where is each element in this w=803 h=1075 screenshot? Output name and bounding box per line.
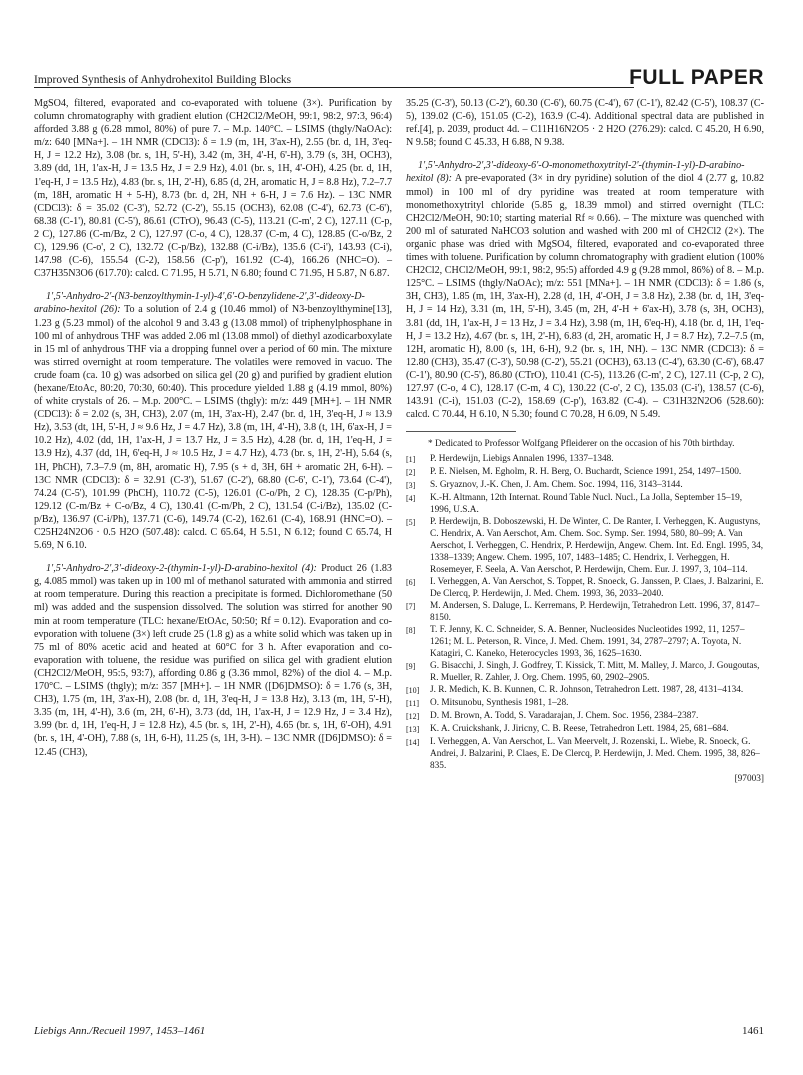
- reference-number: [13]: [406, 725, 420, 735]
- reference-text: K.-H. Altmann, 12th Internat. Round Table Nucl. Nucl., La Jolla, September 15–19, 1996, U.S.A.: [430, 493, 743, 516]
- paragraph: [34, 562, 392, 758]
- reference-item: [406, 697, 764, 710]
- reference-text: G. Bisacchi, J. Singh, J. Godfrey, T. Kissick, T. Mitt, M. Malley, J. Marco, J. Gougoutas, R. Mueller, R. Zahler, J. Org. Chem. 1995, 60, 2902–2905.: [430, 661, 760, 684]
- reference-number: [9]: [406, 662, 416, 672]
- section-label: FULL PAPER: [629, 66, 764, 89]
- reference-number: [3]: [406, 481, 416, 491]
- reference-number: [5]: [406, 518, 416, 528]
- reference-item: [406, 492, 764, 516]
- reference-item: [406, 453, 764, 466]
- reference-text: S. Gryaznov, J.-K. Chen, J. Am. Chem. Soc. 1994, 116, 3143–3144.: [430, 480, 683, 491]
- reference-item: [406, 684, 764, 697]
- paragraph: [34, 290, 392, 552]
- reference-text: O. Mitsunobu, Synthesis 1981, 1–28.: [430, 698, 569, 709]
- reference-number: [1]: [406, 455, 416, 465]
- reference-text: P. E. Nielsen, M. Egholm, R. H. Berg, O. Buchardt, Science 1991, 254, 1497–1500.: [430, 467, 742, 478]
- dedication-footnote: * Dedicated to Professor Wolfgang Pfleiderer on the occasion of his 70th birthday.: [428, 439, 735, 450]
- paragraph-text: MgSO4, filtered, evaporated and co-evaporated with toluene (3×). Purification by column chromatography with gradient elution (CH2Cl2/MeOH, 99:1, 98:2, 97:3, 96:4) afforded 3.88 g (6.28 mmol, 80%) of pure 7. – M.p. 140°C. – LSIMS (thgly/NaOAc): m/z: 640 [MNa+]. – 1H NMR (CDCl3): δ = 1.9 (m, 1H, 3'ax-H), 2.55 (br. d, 1H, 3'eq-H, J = 12.2 Hz), 3.08 (br. s, 1H, 5'-H), 3.42 (m, 3H, 4'-H, 6'-H), 3.79 (s, 3H, OCH3), 3.89 (dd, 1H, 1'ax-H, J = 13.5 Hz, J = 2.9 Hz), 4.01 (br. s, 1H, 4'-OH), 4.25 (br. d, 1H, 1'eq-H, J = 13.5 Hz), 4.83 (br. s, 1H, 2'-H), 6.85 (d, 2H, aromatic H, J = 8.8 Hz), 7.2–7.7 (m, 18H, aromatic H + 5-H), 8.73 (br. d, 2H, NH + 6-H, J = 7.6 Hz). – 13C NMR (CDCl3): δ = 35.02 (C-3'), 52.72 (C-2'), 55.15 (OCH3), 62.08 (C-4'), 62.73 (C-6'), 68.38 (C-1'), 80.81 (C-5'), 86.61 (CTrO), 96.43 (C-5), 113.21 (C-m', 2 C), 127.11 (C-p, 2 C), 127.86 (C-m/Bz, 2 C), 127.97 (C-o, 4 C), 128.37 (C-m, 4 C), 128.85 (C-o/Bz, 2 C), 129.96 (C-o', 2 C), 132.72 (C-p/Bz), 132.88 (C-i/Bz), 135.6 (C-i'), 143.93 (C-i), 147.98 (C-6), 155.54 (C-2), 158.56 (C-p'), 161.92 (C-4), 166.26 (NHC=O). – C37H35N3O6 (617.70): calcd. C 71.95, H 5.71, N 6.80; found C 71.95, H 5.87, N 6.87.: [34, 98, 392, 280]
- reference-item: [406, 660, 764, 684]
- journal-citation: Liebigs Ann./Recueil 1997, 1453–1461: [34, 1025, 206, 1037]
- compound-heading: 1',5'-Anhydro-2',3'-dideoxy-6'-O-monomethoxytrityl-2'-(thymin-1-yl)-D-arabino-hexitol (8):: [406, 160, 745, 185]
- reference-text: T. F. Jenny, K. C. Schneider, S. A. Benner, Nucleosides Nucleotides 1992, 11, 1257–1261; M. L. Peterson, R. Vince, J. Med. Chem. 1991, 34, 2787–2797; A. Toyota, N. Katagiri, C. Kaneko, Heterocycles 1993, 36, 1625–1630.: [430, 625, 745, 660]
- reference-number: [14]: [406, 738, 420, 748]
- left-column: [34, 97, 392, 759]
- reference-number: [7]: [406, 602, 416, 612]
- reference-text: I. Verheggen, A. Van Aerschot, S. Toppet, R. Snoeck, G. Janssen, P. Claes, J. Balzarini, E. De Clercq, P. Herdewijn, J. Med. Chem. 1993, 36, 2033–2040.: [430, 577, 764, 600]
- reference-number: [12]: [406, 712, 420, 722]
- reference-text: P. Herdewijn, Liebigs Annalen 1996, 1337–1348.: [430, 454, 614, 465]
- reference-number: [6]: [406, 578, 416, 588]
- paragraph: [34, 97, 392, 280]
- paragraph-text: To a solution of 2.4 g (10.46 mmol) of N3-benzoylthymine[13], 1.23 g (5.23 mmol) of the alcohol 9 and 3.43 g (13.08 mmol) of triphenylphosphane in 100 ml of anhydrous THF was added 2.06 ml (13.08 mmol) of diethyl azodicarboxylate in 15 ml of anhydrous THF via a dropping funnel over a period of 60 min. The mixture was stirred overnight at room temperature. The volatiles were removed in vacuo. The crude foam (ca. 10 g) was adsorbed on silica gel (20 g) and purified by gradient elution (hexane/EtoAc, 80:20, 70:30, 60:40). This procedure yielded 1.88 g (4.19 mmol, 80%) of white crystals of 26. – M.p. 200°C. – LSIMS (thgly): m/z: 449 [MH+]. – 1H NMR (CDCl3): δ = 2.02 (s, 3H, CH3), 2.07 (m, 1H, 3'ax-H), 2.47 (br. d, 1H, 3'eq-H, J ≈ 13.9 Hz), 3.53 (dt, 1H, 5'-H, J ≈ 9.6 Hz, J = 4.7 Hz), 3.8 (m, 1H, 4'-H), 3.8 (t, 1H, 6'ax-H, J = 10.2 Hz), 4.02 (dd, 1H, 1'ax-H, J = 13.7 Hz, J = 3.5 Hz), 4.28 (br. d, 1H, 1'eq-H, J = 13.9 Hz), 4.37 (dd, 1H, 6'eq-H, J ≈ 10.5 Hz, J = 4.7 Hz), 4.73 (br. s, 1H, 2'-H), 5.64 (s, 1H, PhCH), 7.3–7.9 (m, 8H, aromatic H), 7.95 (s + d, 3H, 6H + aromatic 2H, 6-H). – 13C NMR (CDCl3): δ = 32.91 (C-3'), 51.67 (C-2'), 68.80 (C-6', C-1'), 73.64 (C-4'), 74.24 (C-5'), 101.99 (PhCH), 110.72 (C-5), 126.01 (C-o/Ph, 2 C), 128.35 (C-p/Ph), 129.12 (C-m/Bz + C-o/Bz, 4 C), 130.41 (C-m/Ph, 2 C), 131.54 (C-i/Bz), 135.02 (C-p/Bz), 136.97 (C-i/Ph), 137.71 (C-6), 149.74 (C-2), 162.61 (C-4), 168.91 (HNC=O). – C25H24N2O6 · 0.5 H2O (507.48): calcd. C 65.64, H 5.51, N 6.12; found C 65.74, H 5.69, N 6.10.: [34, 304, 392, 552]
- reference-text: I. Verheggen, A. Van Aerschot, L. Van Meervelt, J. Rozenski, L. Wiebe, R. Snoeck, G. Andrei, J. Balzarini, P. Claes, E. De Clercq, P. Herdewijn, J. Med. Chem. 1995, 38, 826–835.: [430, 737, 760, 772]
- reference-list: [406, 453, 764, 772]
- reference-item: [406, 600, 764, 624]
- reference-item: [406, 516, 764, 576]
- running-title: Improved Synthesis of Anhydrohexitol Building Blocks: [34, 74, 292, 86]
- manuscript-code: [97003]: [734, 774, 764, 785]
- reference-item: [406, 624, 764, 660]
- reference-number: [11]: [406, 699, 420, 709]
- reference-text: K. A. Cruickshank, J. Jiricny, C. B. Reese, Tetrahedron Lett. 1984, 25, 681–684.: [430, 724, 729, 735]
- paragraph: [406, 97, 764, 149]
- reference-text: P. Herdewijn, B. Doboszewski, H. De Winter, C. De Ranter, I. Verheggen, K. Augustyns, C. Hendrix, A. Van Aerschot, Am. Chem. Soc. Symp. Ser. 1994, 580, 80–99; A. Van Aerschot, I. Verheggen, C. Hendrix, P. Herdewijn, Angew. Chem. Int. Ed. Engl. 1995, 34, 1338–1339; Angew. Chem. 1995, 107, 1483–1485; C. Hendrix, I. Verheggen, H. Rosemeyer, F. Seela, A. Van Aerschot, P. Herdewijn, Chem. Eur. J. 1997, 3, 104–114.: [430, 517, 764, 576]
- reference-item: [406, 710, 764, 723]
- paragraph-text: Product 26 (1.83 g, 4.085 mmol) was taken up in 100 ml of methanol saturated with ammonia and stirred at room temperature. During this reaction a precipitate is formed. Dichloromethane (50 ml) was added and the suspension dissolved. The solution was stirred for another 90 min at room temperature (TLC: hexane/EtOAc, 50:50; Rf = 0.12). Evaporation and co-evporation with toluene (3×) left crude 25 (1.8 g) as a white solid which was taken up in 75 ml of 80% acetic acid and heated at 60°C for 3 h. After evaporation and co-evaporation with toluene, the residue was purified on silica gel with gradient elution (CH2Cl2/MeOH, 95:5, 93:7), affording 0.86 g (3.36 mmol, 82%) of the diol 4. – M.p. 170°C. – LSIMS (thgly); m/z: 357 [MH+]. – 1H NMR ([D6]DMSO): δ = 1.76 (s, 3H, CH3), 1.75 (m, 1H, 3'ax-H), 2.08 (br. d, 1H, 3'eq-H, J = 13.8 Hz), 3.13 (m, 1H, 5'-H), 3.35 (m, 1H, 4'-H), 3.6 (m, 2H, 6'-H), 3.73 (dd, 1H, 1'ax-H, J = 12.9 Hz, J = 3.4 Hz), 3.99 (br. d, 1H, 1'eq-H, J = 12.8 Hz), 4.5 (br. s, 1H, 2'-H), 4.65 (br. s, 1H, 6'-OH), 4.91 (br. s, 1H, 4'-OH), 7.88 (s, 1H, 6-H), 11.25 (s, 1H, 3-H). – 13C NMR ([D6]DMSO): δ = 12.45 (CH3),: [34, 563, 392, 758]
- reference-text: M. Andersen, S. Daluge, L. Kerremans, P. Herdewijn, Tetrahedron Lett. 1996, 37, 8147–8150.: [430, 601, 760, 624]
- compound-heading: 1',5'-Anhydro-2'-(N3-benzoylthymin-1-yl)-4',6'-O-benzylidene-2',3'-dideoxy-D-arabino-hexitol (26):: [34, 291, 365, 316]
- running-head: [34, 66, 764, 90]
- reference-item: [406, 723, 764, 736]
- reference-number: [8]: [406, 626, 416, 636]
- page-number: 1461: [742, 1025, 764, 1037]
- reference-text: J. R. Medich, K. B. Kunnen, C. R. Johnson, Tetrahedron Lett. 1987, 28, 4131–4134.: [430, 685, 744, 696]
- right-column: [406, 97, 764, 786]
- reference-number: [10]: [406, 686, 420, 696]
- paragraph: [406, 159, 764, 421]
- reference-number: [4]: [406, 494, 416, 504]
- reference-item: [406, 466, 764, 479]
- reference-number: [2]: [406, 468, 416, 478]
- paragraph-text: 35.25 (C-3'), 50.13 (C-2'), 60.30 (C-6'), 60.75 (C-4'), 67 (C-1'), 82.42 (C-5'), 108.37 (C-5), 139.02 (C-6), 151.05 (C-2), 163.9 (C-4). Additional spectral data are published in ref.[4], p. 2039, product 4d. – C11H16N2O5 · 2 H2O (276.29): calcd. C 45.20, H 6.90, N 9.58; found C 45.33, H 6.88, N 9.38.: [406, 98, 764, 149]
- compound-heading: 1',5'-Anhydro-2',3'-dideoxy-2-(thymin-1-yl)-D-arabino-hexitol (4):: [46, 563, 317, 575]
- footnote-rule: [406, 431, 516, 432]
- reference-item: [406, 736, 764, 772]
- reference-item: [406, 479, 764, 492]
- reference-text: D. M. Brown, A. Todd, S. Varadarajan, J. Chem. Soc. 1956, 2384–2387.: [430, 711, 699, 722]
- header-rule: [34, 87, 634, 88]
- paragraph-text: A pre-evaporated (3× in dry pyridine) solution of the diol 4 (2.77 g, 10.82 mmol) in 100 ml of dry pyridine was treated at room temperature with monomethoxytrityl chloride (5.85 g, 18.39 mmol) and stirred overnight (TLC: CH2Cl2/MeOH, 90:10; starting material Rf ≈ 0.66). – The mixture was quenched with 200 ml of saturated NaHCO3 solution and washed with 200 ml of CH2Cl2 (2×). The organic phase was dried with MgSO4, filtered, evaporated and co-evaporated three times with toluene. Purification by column chromatography with gradient elution (100% CH2Cl2, CHCl2/MeOH, 99:1, 98:2, 95:5) afforded 4.9 g (9.28 mmol, 86%) of 8. – M.p. 125°C. – LSIMS (thgly/NaOAc); m/z: 551 [MNa+]. – 1H NMR (CDCl3): δ = 1.86 (s, 3H, CH3), 1.85 (m, 1H, 3'ax-H), 2.28 (d, 1H, 4'-OH, J = 3.8 Hz), 2.38 (br. d, 1H, 3'eq-H, J = 14 Hz), 3.31 (m, 1H, 5'-H), 3.45 (m, 2H, 4'-H + 6'ax-H), 3.78 (s, 3H, OCH3), 3.81 (dd, 1H, 1'ax-H, J = 13 Hz, J = 3.4 Hz), 3.98 (m, 1H, 6'eq-H), 4.18 (br. d, 1H, 1'eq-H, J = 13.2 Hz), 4.67 (br. s, 1H, 2'-H), 6.83 (d, 2H, aromatic H, J = 8.7 Hz), 7.2–7.5 (m, 12H, aromatic H), 8.00 (s, 1H, 6-H), 9.2 (br. s, 1H, NH). – 13C NMR (CDCl3): δ = 12.80 (CH3), 35.47 (C-3'), 50.98 (C-2'), 55.21 (OCH3), 63.13 (C-4'), 63.30 (C-6'), 68.47 (C-1'), 80.90 (C-5'), 86.80 (CTrO), 110.41 (C-5), 113.26 (C-m', 2 C), 127.11 (C-p, 2 C), 127.97 (C-o, 4 C), 128.17 (C-m, 4 C), 130.22 (C-o', 2 C), 135.03 (C-i'), 138.57 (C-6), 143.91 (C-i), 151.03 (C-2), 158.69 (C-p'), 163.82 (C-4). – C31H32N2O6 (528.60): calcd. C 70.44, H 6.10, N 5.30; found C 70.28, H 6.09, N 5.49.: [406, 173, 764, 421]
- reference-item: [406, 576, 764, 600]
